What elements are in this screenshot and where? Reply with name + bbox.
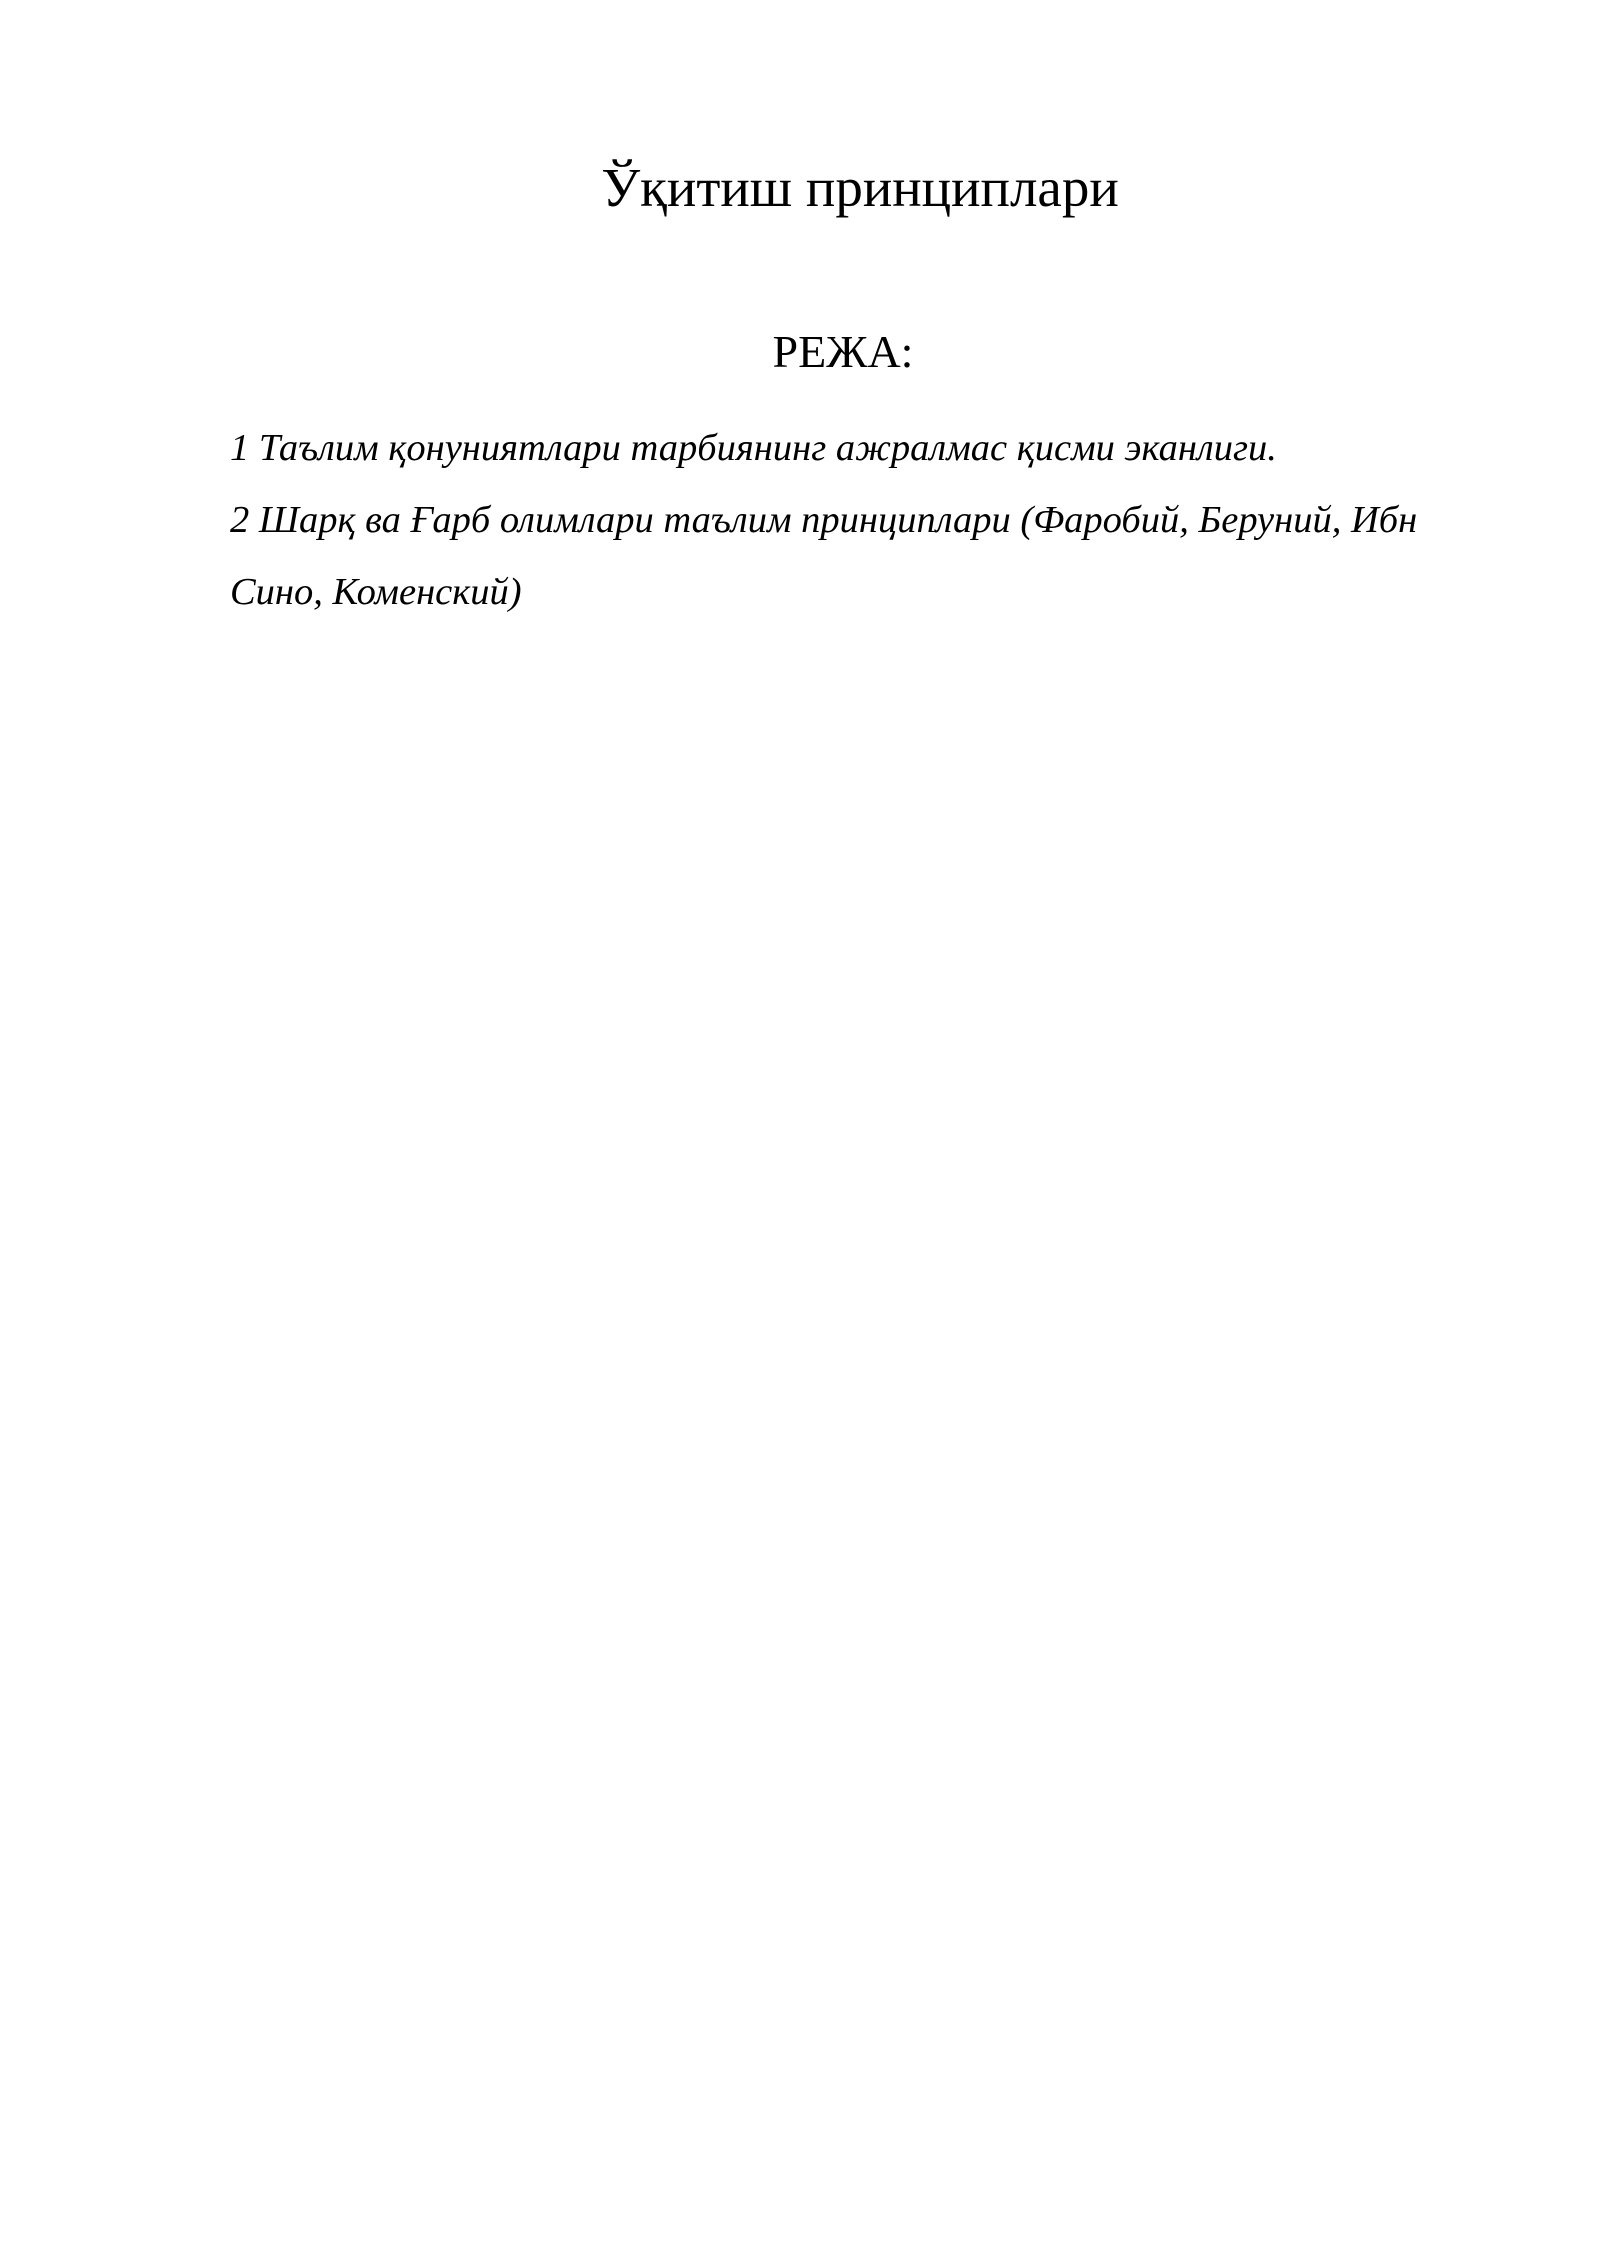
- plan-list: [230, 412, 1490, 628]
- plan-item: 2 Шарқ ва Ғарб олимлари таълим принциплари (Фаробий, Беруний, Ибн Сино, Коменский): [230, 499, 1418, 613]
- document-title: Ўқитиш принциплари: [601, 157, 1119, 218]
- plan-heading: РЕЖА:: [772, 326, 914, 377]
- plan-item: 1 Таълим қонуниятлари тарбиянинг ажралмас қисми эканлиги.: [230, 427, 1277, 469]
